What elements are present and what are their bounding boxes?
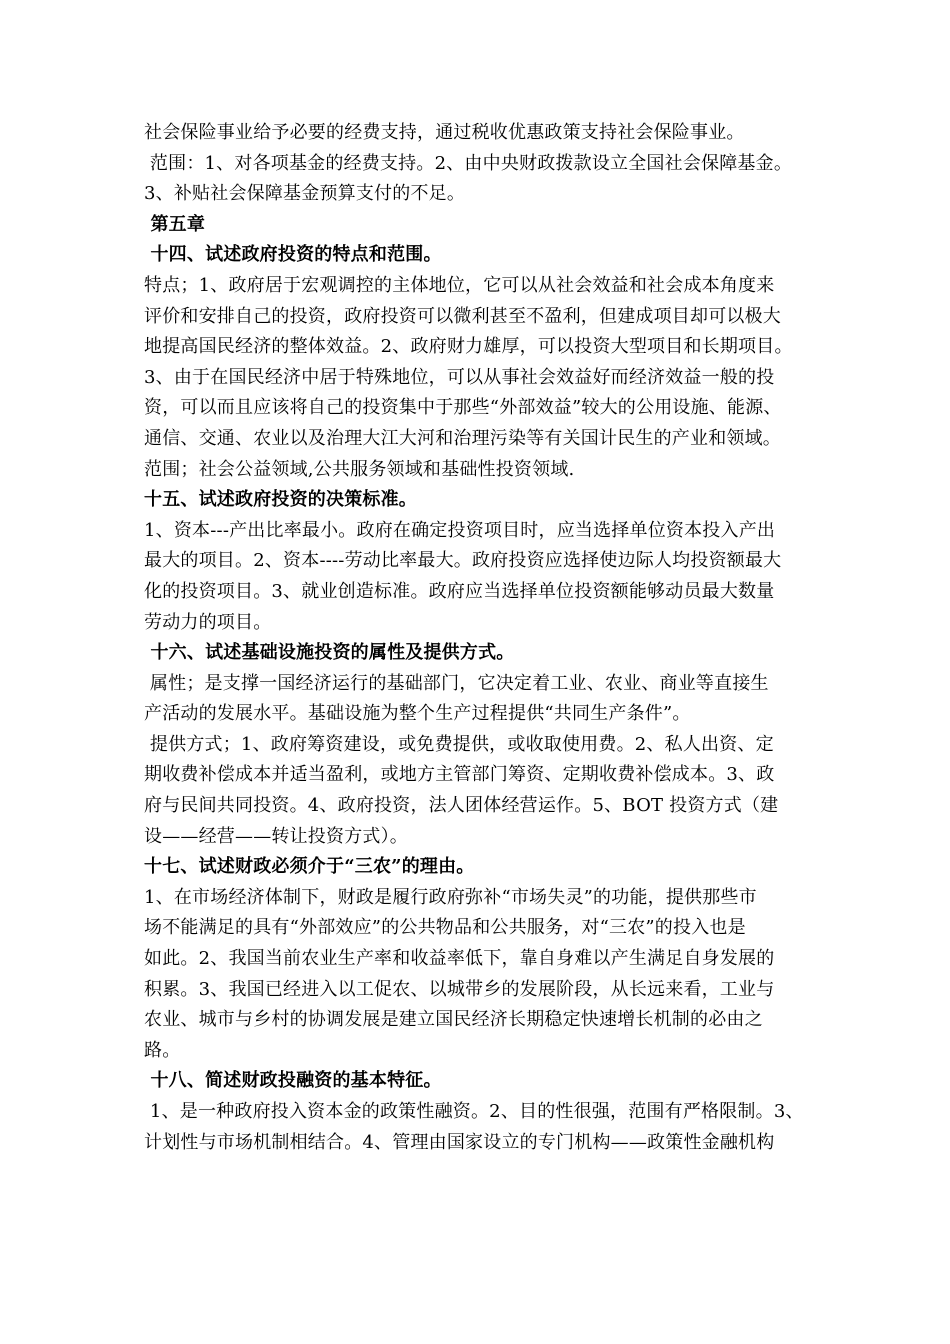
text-line: 范围；社会公益领域,公共服务领域和基础性投资领域.: [144, 458, 575, 480]
text-line: 劳动力的项目。: [144, 611, 272, 633]
text-line: 场不能满足的具有“外部效应”的公共物品和公共服务，对“三农”的投入也是: [144, 917, 746, 939]
text-line: 期收费补偿成本并适当盈利，或地方主管部门筹资、定期收费补偿成本。3、政: [144, 764, 775, 786]
text-line: 评价和安排自己的投资，政府投资可以微利甚至不盈利，但建成项目却可以极大: [144, 305, 781, 327]
text-line: 3、补贴社会保障基金预算支付的不足。: [144, 183, 466, 205]
text-line: 计划性与市场机制相结合。4、管理由国家设立的专门机构——政策性金融机构: [144, 1131, 775, 1153]
text-line: 提供方式；1、政府筹资建设，或免费提供，或收取使用费。2、私人出资、定: [144, 733, 774, 755]
text-line: 1、在市场经济体制下，财政是履行政府弥补“市场失灵”的功能，提供那些市: [144, 886, 757, 908]
text-line: 3、由于在国民经济中居于特殊地位，可以从事社会效益好而经济效益一般的投: [144, 366, 775, 388]
section-heading: 十八、简述财政投融资的基本特征。: [144, 1070, 442, 1092]
text-line: 资，可以而且应该将自己的投资集中于那些“外部效益”较大的公用设施、能源、: [144, 397, 782, 419]
text-line: 设——经营——转让投资方式）。: [144, 825, 408, 847]
document-body: [144, 118, 814, 1158]
text-line: 属性；是支撑一国经济运行的基础部门，它决定着工业、农业、商业等直接生: [144, 672, 769, 694]
text-line: 范围：1、对各项基金的经费支持。2、由中央财政拨款设立全国社会保障基金。: [144, 152, 793, 174]
section-heading: 十六、试述基础设施投资的属性及提供方式。: [144, 642, 515, 664]
section-heading: 十四、试述政府投资的特点和范围。: [144, 244, 442, 266]
text-line: 1、资本---产出比率最小。政府在确定投资项目时，应当选择单位资本投入产出: [144, 519, 776, 541]
text-line: 特点；1、政府居于宏观调控的主体地位，它可以从社会效益和社会成本角度来: [144, 274, 775, 296]
text-line: 1、是一种政府投入资本金的政策性融资。2、目的性很强，范围有严格限制。3、: [144, 1101, 804, 1122]
text-line: 化的投资项目。3、就业创造标准。政府应当选择单位投资额能够动员最大数量: [144, 580, 775, 602]
text-line: 路。: [144, 1039, 181, 1061]
text-line: 府与民间共同投资。4、政府投资，法人团体经营运作。5、BOT 投资方式（建: [144, 795, 779, 817]
section-heading: 十七、试述财政必须介于“三农”的理由。: [144, 856, 475, 878]
text-line: 最大的项目。2、资本----劳动比率最大。政府投资应选择使边际人均投资额最大: [144, 550, 782, 572]
text-line: 积累。3、我国已经进入以工促农、以城带乡的发展阶段，从长远来看，工业与: [144, 978, 775, 1000]
text-line: 产活动的发展水平。基础设施为整个生产过程提供“共同生产条件”。: [144, 703, 691, 725]
text-line: 农业、城市与乡村的协调发展是建立国民经济长期稳定快速增长机制的必由之: [144, 1009, 763, 1031]
text-line: 如此。2、我国当前农业生产率和收益率低下，靠自身难以产生满足自身发展的: [144, 948, 775, 970]
section-heading: 第五章: [144, 213, 206, 235]
text-line: 地提高国民经济的整体效益。2、政府财力雄厚，可以投资大型项目和长期项目。: [144, 336, 793, 358]
section-heading: 十五、试述政府投资的决策标准。: [144, 489, 417, 511]
text-line: 通信、交通、农业以及治理大江大河和治理污染等有关国计民生的产业和领域。: [144, 427, 781, 449]
text-line: 社会保险事业给予必要的经费支持，通过税收优惠政策支持社会保险事业。: [144, 122, 745, 143]
